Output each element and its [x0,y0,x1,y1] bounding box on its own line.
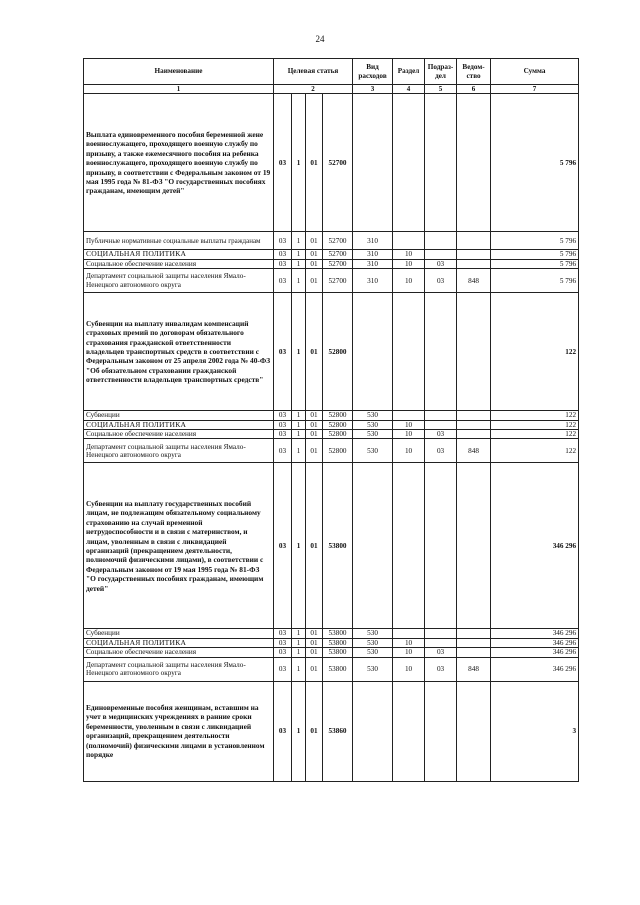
index-cell: 5 [425,85,457,94]
cell-b: 1 [292,269,306,293]
cell-ved [457,293,491,411]
cell-d: 52800 [323,430,353,439]
cell-name: Субвенции [84,411,274,420]
index-cell: 4 [393,85,425,94]
cell-a: 03 [274,629,292,638]
cell-name: СОЦИАЛЬНАЯ ПОЛИТИКА [84,250,274,259]
cell-c: 01 [306,648,323,657]
cell-vid: 530 [353,638,393,647]
cell-d: 52700 [323,269,353,293]
cell-b: 1 [292,638,306,647]
cell-name: Социальное обеспечение населения [84,648,274,657]
cell-ved [457,629,491,638]
cell-razdel: 10 [393,259,425,268]
cell-ved [457,648,491,657]
index-cell: 3 [353,85,393,94]
cell-vid [353,463,393,629]
cell-vid: 530 [353,657,393,681]
cell-c: 01 [306,439,323,463]
header-target: Целевая статья [274,59,353,85]
cell-b: 1 [292,629,306,638]
cell-razdel: 10 [393,638,425,647]
cell-a: 03 [274,638,292,647]
cell-podr [425,638,457,647]
cell-ved: 848 [457,269,491,293]
table-row [84,232,579,250]
cell-c: 01 [306,681,323,781]
cell-sum: 5 796 [491,232,579,250]
cell-vid: 310 [353,232,393,250]
header-vid: Вид расходов [353,59,393,85]
cell-razdel [393,94,425,232]
cell-podr: 03 [425,259,457,268]
cell-vid: 530 [353,648,393,657]
cell-a: 03 [274,439,292,463]
cell-b: 1 [292,411,306,420]
cell-name: Субвенции на выплату государственных пособий лицам, не подлежащим обязательному социальному страхованию на случай временной нетрудоспособности и в связи с материнством, и лицам, уволенным в связи с ликвидацией организаций (прекращением деятельности, полномочий физическими лицами), в соответствии с Федеральным законом от 19 мая 1995 года № 81-ФЗ "О государственных пособиях гражданам, имеющим детей" [84,463,274,629]
index-cell: 6 [457,85,491,94]
cell-podr [425,463,457,629]
cell-vid: 310 [353,269,393,293]
cell-vid [353,681,393,781]
table-row [84,430,579,439]
cell-podr [425,293,457,411]
table-row [84,463,579,629]
cell-ved [457,463,491,629]
cell-podr: 03 [425,439,457,463]
cell-a: 03 [274,681,292,781]
cell-c: 01 [306,629,323,638]
index-cell: 2 [274,85,353,94]
index-row [84,85,579,94]
cell-name: СОЦИАЛЬНАЯ ПОЛИТИКА [84,638,274,647]
cell-a: 03 [274,411,292,420]
cell-a: 03 [274,463,292,629]
cell-c: 01 [306,94,323,232]
cell-name: Публичные нормативные социальные выплаты гражданам [84,232,274,250]
cell-d: 53800 [323,638,353,647]
cell-a: 03 [274,94,292,232]
cell-a: 03 [274,293,292,411]
cell-d: 52800 [323,439,353,463]
cell-c: 01 [306,232,323,250]
budget-table [83,58,579,782]
cell-name: Единовременные пособия женщинам, вставшим на учет в медицинских учреждениях в ранние сроки беременности, уволенным в связи с ликвидацией организаций, прекращением деятельности (полномочий) физическими лицами в установленном порядке [84,681,274,781]
cell-ved [457,250,491,259]
cell-sum: 346 296 [491,629,579,638]
cell-a: 03 [274,259,292,268]
cell-sum: 346 296 [491,638,579,647]
cell-ved [457,681,491,781]
cell-razdel: 10 [393,439,425,463]
table-row [84,657,579,681]
cell-ved [457,232,491,250]
table-row [84,420,579,429]
cell-ved [457,430,491,439]
cell-name: Субвенции [84,629,274,638]
cell-name: СОЦИАЛЬНАЯ ПОЛИТИКА [84,420,274,429]
cell-razdel: 10 [393,648,425,657]
cell-d: 53800 [323,657,353,681]
cell-razdel: 10 [393,420,425,429]
cell-sum: 346 296 [491,657,579,681]
cell-name: Департамент социальной защиты населения Ямало-Ненецкого автономного округа [84,269,274,293]
header-summa: Сумма [491,59,579,85]
cell-sum: 122 [491,293,579,411]
cell-a: 03 [274,420,292,429]
cell-razdel [393,681,425,781]
cell-b: 1 [292,657,306,681]
cell-b: 1 [292,250,306,259]
cell-vid: 310 [353,259,393,268]
cell-ved [457,94,491,232]
cell-a: 03 [274,269,292,293]
cell-b: 1 [292,94,306,232]
cell-b: 1 [292,439,306,463]
cell-razdel: 10 [393,657,425,681]
cell-vid: 530 [353,439,393,463]
cell-a: 03 [274,250,292,259]
cell-razdel [393,293,425,411]
cell-podr [425,681,457,781]
cell-razdel: 10 [393,250,425,259]
cell-sum: 5 796 [491,250,579,259]
cell-d: 52700 [323,259,353,268]
cell-a: 03 [274,648,292,657]
table-row [84,439,579,463]
cell-b: 1 [292,681,306,781]
cell-name: Выплата единовременного пособия беременной жене военнослужащего, проходящего военную службу по призыву, а также ежемесячного пособия на ребенка военнослужащего, проходящего военную службу по призыву, в соответствии с Федеральным законом от 19 мая 1995 года № 81-ФЗ "О государственных пособиях гражданам, имеющим детей" [84,94,274,232]
table-row [84,259,579,268]
cell-ved [457,638,491,647]
cell-razdel [393,463,425,629]
cell-podr: 03 [425,430,457,439]
cell-name: Субвенции на выплату инвалидам компенсаций страховых премий по договорам обязательного страхования гражданской ответственности владельцев транспортных средств в соответствии с Федеральным законом от 25 апреля 2002 года № 40-ФЗ "Об обязательном страховании гражданской ответственности владельцев транспортных средств" [84,293,274,411]
cell-podr [425,250,457,259]
cell-c: 01 [306,411,323,420]
index-cell: 1 [84,85,274,94]
cell-podr [425,411,457,420]
cell-d: 52800 [323,293,353,411]
cell-c: 01 [306,420,323,429]
header-podrazdel: Подраз-дел [425,59,457,85]
table-row [84,629,579,638]
cell-c: 01 [306,430,323,439]
cell-c: 01 [306,259,323,268]
cell-razdel [393,411,425,420]
cell-podr [425,94,457,232]
cell-d: 52800 [323,411,353,420]
cell-podr [425,420,457,429]
cell-ved: 848 [457,439,491,463]
cell-podr: 03 [425,648,457,657]
cell-vid: 530 [353,629,393,638]
table-row [84,269,579,293]
cell-podr [425,629,457,638]
cell-razdel: 10 [393,430,425,439]
cell-ved: 848 [457,657,491,681]
table-row [84,411,579,420]
cell-a: 03 [274,657,292,681]
cell-c: 01 [306,269,323,293]
cell-d: 53800 [323,648,353,657]
cell-ved [457,259,491,268]
cell-name: Департамент социальной защиты населения Ямало-Ненецкого автономного округа [84,439,274,463]
cell-b: 1 [292,232,306,250]
cell-vid: 310 [353,250,393,259]
table-row [84,94,579,232]
table-row [84,250,579,259]
cell-d: 53800 [323,463,353,629]
cell-b: 1 [292,430,306,439]
cell-b: 1 [292,259,306,268]
cell-sum: 122 [491,430,579,439]
cell-c: 01 [306,657,323,681]
cell-d: 52700 [323,250,353,259]
cell-d: 53800 [323,629,353,638]
cell-podr: 03 [425,269,457,293]
cell-b: 1 [292,648,306,657]
cell-d: 53860 [323,681,353,781]
cell-name: Департамент социальной защиты населения Ямало-Ненецкого автономного округа [84,657,274,681]
cell-podr: 03 [425,657,457,681]
cell-b: 1 [292,420,306,429]
header-vedomstvo: Ведом-ство [457,59,491,85]
cell-sum: 122 [491,411,579,420]
cell-sum: 346 296 [491,648,579,657]
cell-c: 01 [306,250,323,259]
cell-d: 52700 [323,232,353,250]
cell-sum: 5 796 [491,94,579,232]
cell-sum: 122 [491,420,579,429]
cell-a: 03 [274,430,292,439]
table-row [84,638,579,647]
cell-vid: 530 [353,420,393,429]
cell-razdel: 10 [393,269,425,293]
table-row [84,648,579,657]
table-row [84,681,579,781]
cell-ved [457,411,491,420]
cell-sum: 122 [491,439,579,463]
cell-sum: 346 296 [491,463,579,629]
cell-podr [425,232,457,250]
cell-sum: 5 796 [491,269,579,293]
cell-a: 03 [274,232,292,250]
table-row [84,293,579,411]
cell-vid: 530 [353,411,393,420]
cell-vid [353,293,393,411]
cell-sum: 5 796 [491,259,579,268]
header-name: Наименование [84,59,274,85]
cell-name: Социальное обеспечение населения [84,259,274,268]
cell-c: 01 [306,463,323,629]
cell-razdel [393,232,425,250]
cell-b: 1 [292,293,306,411]
cell-d: 52700 [323,94,353,232]
index-cell: 7 [491,85,579,94]
cell-b: 1 [292,463,306,629]
header-razdel: Раздел [393,59,425,85]
cell-vid: 530 [353,430,393,439]
page-number: 24 [315,34,325,44]
cell-name: Социальное обеспечение населения [84,430,274,439]
cell-razdel [393,629,425,638]
cell-ved [457,420,491,429]
cell-sum: 3 [491,681,579,781]
cell-vid [353,94,393,232]
cell-c: 01 [306,293,323,411]
cell-d: 52800 [323,420,353,429]
cell-c: 01 [306,638,323,647]
